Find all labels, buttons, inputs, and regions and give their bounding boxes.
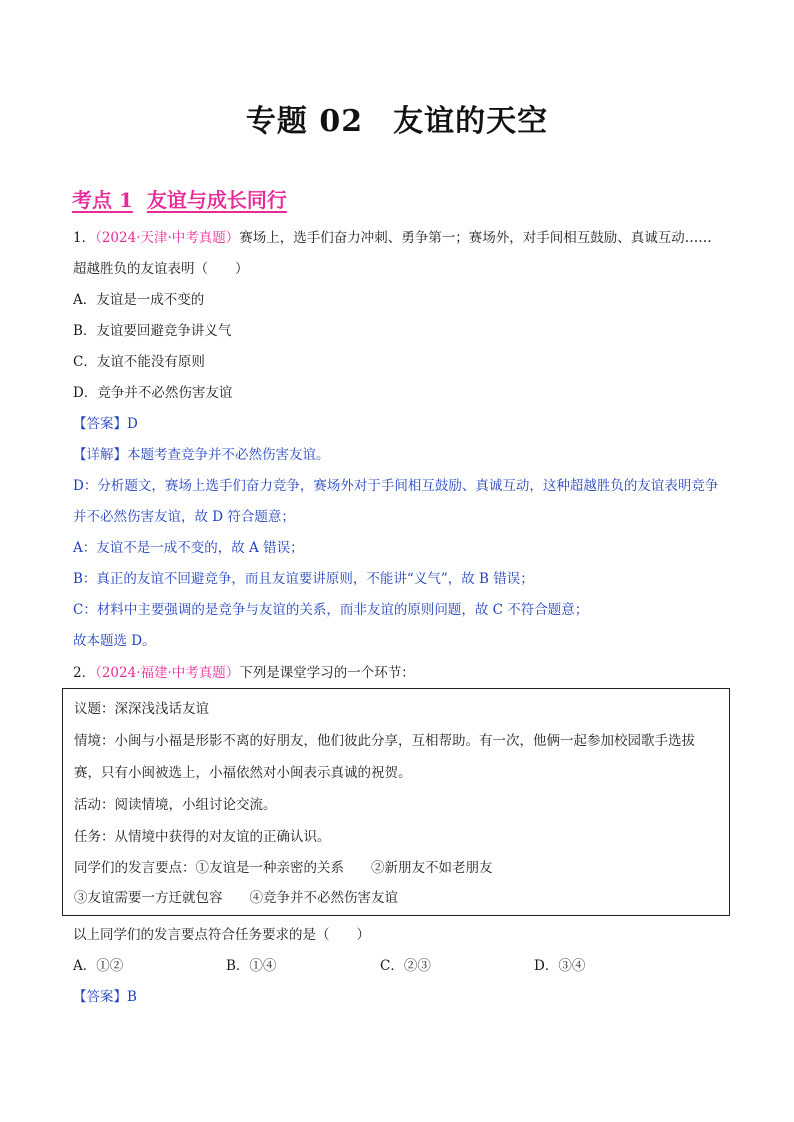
section-number: 考点 1 [72, 188, 133, 212]
q2-box-line-6: 同学们的发言要点：①友谊是一种亲密的关系 ②新朋友不如老朋友 [74, 860, 493, 876]
q1-source: （2024·天津·中考真题） [95, 230, 240, 246]
q1-option-c: C．友谊不能没有原则 [73, 354, 205, 370]
q1-analysis-line-5: C：材料中主要强调的是竞争与友谊的关系，而非友谊的原则问题，故 C 不符合题意； [73, 602, 589, 618]
q2-answer-label: 【答案】 [73, 989, 127, 1005]
q1-detail-label: 【详解】 [73, 447, 127, 463]
q1-analysis-line-3: A：友谊不是一成不变的，故 A 错误； [73, 540, 304, 556]
q2-stem-text: 下列是课堂学习的一个环节： [239, 665, 415, 681]
q1-answer-label: 【答案】 [73, 416, 127, 432]
q1-analysis-line-2: 并不必然伤害友谊，故 D 符合题意； [73, 509, 295, 525]
q2-box-line-7: ③友谊需要一方迁就包容 ④竞争并不必然伤害友谊 [74, 890, 398, 906]
q2-option-c: C．②③ [380, 958, 431, 974]
q2-material-box [62, 688, 730, 916]
title-topic-number: 专题 02 [245, 104, 364, 139]
q1-option-b: B．友谊要回避竞争讲义气 [73, 323, 232, 339]
title-topic-name: 友谊的天空 [393, 104, 549, 139]
q2-answer-value: B [127, 989, 137, 1005]
q1-detail-text: 本题考查竞争并不必然伤害友谊。 [127, 447, 330, 463]
q2-option-d: D．③④ [534, 958, 586, 974]
q2-box-line-3: 赛，只有小闽被选上，小福依然对小闽表示真诚的祝贺。 [74, 765, 412, 781]
q1-answer [73, 415, 138, 433]
q1-analysis-line-1: D：分析题文，赛场上选手们奋力竞争，赛场外对于手间相互鼓励、真诚互动，这种超越胜负的友谊表明竞争 [73, 478, 719, 494]
q2-number: 2． [73, 665, 96, 681]
q1-stem-line-2: 超越胜负的友谊表明（ ） [73, 261, 249, 277]
q1-option-a: A．友谊是一成不变的 [73, 292, 205, 308]
q2-box-line-5: 任务：从情境中获得的对友谊的正确认识。 [74, 829, 331, 845]
q2-question: 以上同学们的发言要点符合任务要求的是（ ） [73, 927, 370, 943]
q2-option-a: A．①② [73, 958, 124, 974]
section-name: 友谊与成长同行 [146, 188, 287, 212]
q1-stem-line-1 [73, 229, 712, 247]
q2-stem-line [73, 664, 415, 682]
q2-source: （2024·福建·中考真题） [95, 665, 240, 681]
q1-detail [73, 446, 330, 464]
q1-option-d: D．竞争并不必然伤害友谊 [73, 385, 233, 401]
page-title [0, 96, 794, 140]
q2-box-line-1: 议题：深深浅浅话友谊 [74, 701, 209, 717]
q1-number: 1． [73, 230, 96, 246]
q2-box-line-4: 活动：阅读情境，小组讨论交流。 [74, 797, 277, 813]
q2-box-line-2: 情境：小闽与小福是形影不离的好朋友，他们彼此分享，互相帮助。有一次，他俩一起参加校园歌手选拔 [74, 733, 695, 749]
q1-stem-text: 赛场上，选手们奋力冲刺、勇争第一；赛场外，对手间相互鼓励、真诚互动…… [239, 230, 712, 246]
q2-answer [73, 988, 137, 1006]
section-heading [72, 184, 287, 213]
q1-analysis-line-6: 故本题选 D。 [73, 633, 156, 649]
q2-option-b: B．①④ [226, 958, 277, 974]
q1-analysis-line-4: B：真正的友谊不回避竞争，而且友谊要讲原则，不能讲“义气”，故 B 错误； [73, 571, 534, 587]
q1-answer-value: D [127, 416, 138, 432]
